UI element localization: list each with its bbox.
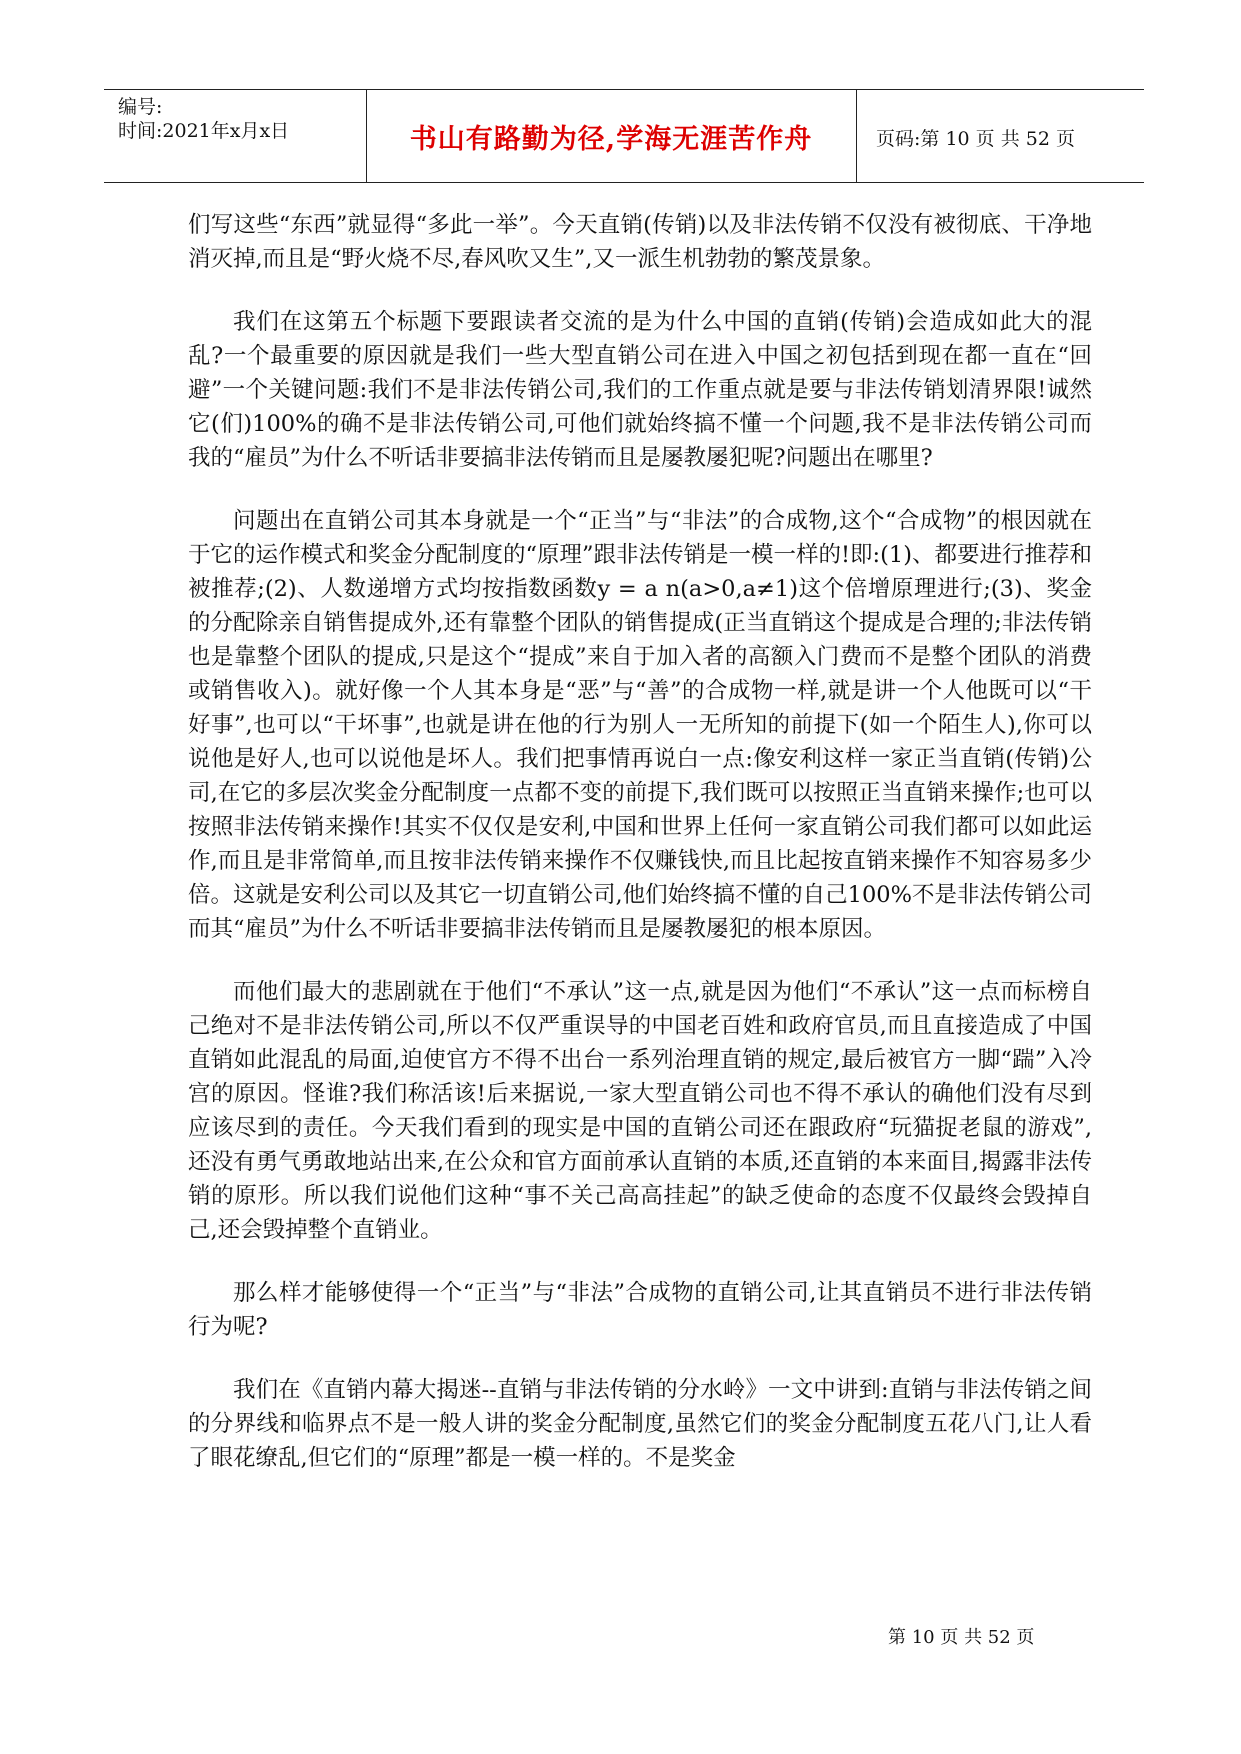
motto-text: 书山有路勤为径,学海无涯苦作舟 bbox=[409, 124, 813, 155]
document-body bbox=[188, 208, 1092, 1504]
paragraph: 我们在《直销内幕大揭迷--直销与非法传销的分水岭》一文中讲到:直销与非法传销之间的分界线和临界点不是一般人讲的奖金分配制度,虽然它们的奖金分配制度五花八门,让人看了眼花缭乱,但它们的“原理”都是一模一样的。不是奖金 bbox=[188, 1377, 1092, 1471]
paragraph-continuation: 们写这些“东西”就显得“多此一举”。今天直销(传销)以及非法传销不仅没有被彻底、干净地消灭掉,而且是“野火烧不尽,春风吹又生”,又一派生机勃勃的繁茂景象。 bbox=[188, 212, 1092, 272]
page-footer: 第 10 页 共 52 页 bbox=[888, 1627, 1035, 1648]
paragraph: 问题出在直销公司其本身就是一个“正当”与“非法”的合成物,这个“合成物”的根因就在于它的运作模式和奖金分配制度的“原理”跟非法传销是一模一样的!即:(1)、都要进行推荐和被推荐;(2)、人数递增方式均按指数函数y = a n(a>0,a≠1)这个倍增原理进行;(3)、奖金的分配除亲自销售提成外,还有靠整个团队的销售提成(正当直销这个提成是合理的;非法传销也是靠整个团队的提成,只是这个“提成”来自于加入者的高额入门费而不是整个团队的消费或销售收入)。就好像一个人其本身是“恶”与“善”的合成物一样,就是讲一个人他既可以“干好事”,也可以“干坏事”,也就是讲在他的行为别人一无所知的前提下(如一个陌生人),你可以说他是好人,也可以说他是坏人。我们把事情再说白一点:像安利这样一家正当直销(传销)公司,在它的多层次奖金分配制度一点都不变的前提下,我们既可以按照正当直销来操作;也可以按照非法传销来操作!其实不仅仅是安利,中国和世界上任何一家直销公司我们都可以如此运作,而且是非常简单,而且按非法传销来操作不仅赚钱快,而且比起按直销来操作不知容易多少倍。这就是安利公司以及其它一切直销公司,他们始终搞不懂的自己100%不是非法传销公司而其“雇员”为什么不听话非要搞非法传销而且是屡教屡犯的根本原因。 bbox=[188, 508, 1093, 942]
time-label: 时间:2021年x月x日 bbox=[118, 120, 290, 142]
paragraph: 那么样才能够使得一个“正当”与“非法”合成物的直销公司,让其直销员不进行非法传销行为呢? bbox=[188, 1280, 1092, 1340]
header-page-cell bbox=[856, 90, 1144, 182]
header-motto-cell bbox=[366, 90, 857, 182]
header-meta-cell bbox=[104, 90, 367, 182]
page-header bbox=[104, 89, 1144, 183]
serial-number-label: 编号: bbox=[118, 96, 163, 118]
paragraph: 而他们最大的悲剧就在于他们“不承认”这一点,就是因为他们“不承认”这一点而标榜自己绝对不是非法传销公司,所以不仅严重误导的中国老百姓和政府官员,而且直接造成了中国直销如此混乱的局面,迫使官方不得不出台一系列治理直销的规定,最后被官方一脚“踹”入冷宫的原因。怪谁?我们称活该!后来据说,一家大型直销公司也不得不承认的确他们没有尽到应该尽到的责任。今天我们看到的现实是中国的直销公司还在跟政府“玩猫捉老鼠的游戏”,还没有勇气勇敢地站出来,在公众和官方面前承认直销的本质,还直销的本来面目,揭露非法传销的原形。所以我们说他们这种“事不关己高高挂起”的缺乏使命的态度不仅最终会毁掉自己,还会毁掉整个直销业。 bbox=[188, 979, 1092, 1243]
paragraph: 我们在这第五个标题下要跟读者交流的是为什么中国的直销(传销)会造成如此大的混乱?一个最重要的原因就是我们一些大型直销公司在进入中国之初包括到现在都一直在“回避”一个关键问题:我们不是非法传销公司,我们的工作重点就是要与非法传销划清界限!诚然它(们)100%的确不是非法传销公司,可他们就始终搞不懂一个问题,我不是非法传销公司而我的“雇员”为什么不听话非要搞非法传销而且是屡教屡犯呢?问题出在哪里? bbox=[188, 309, 1092, 471]
page-code-label: 页码:第 10 页 共 52 页 bbox=[876, 128, 1075, 150]
